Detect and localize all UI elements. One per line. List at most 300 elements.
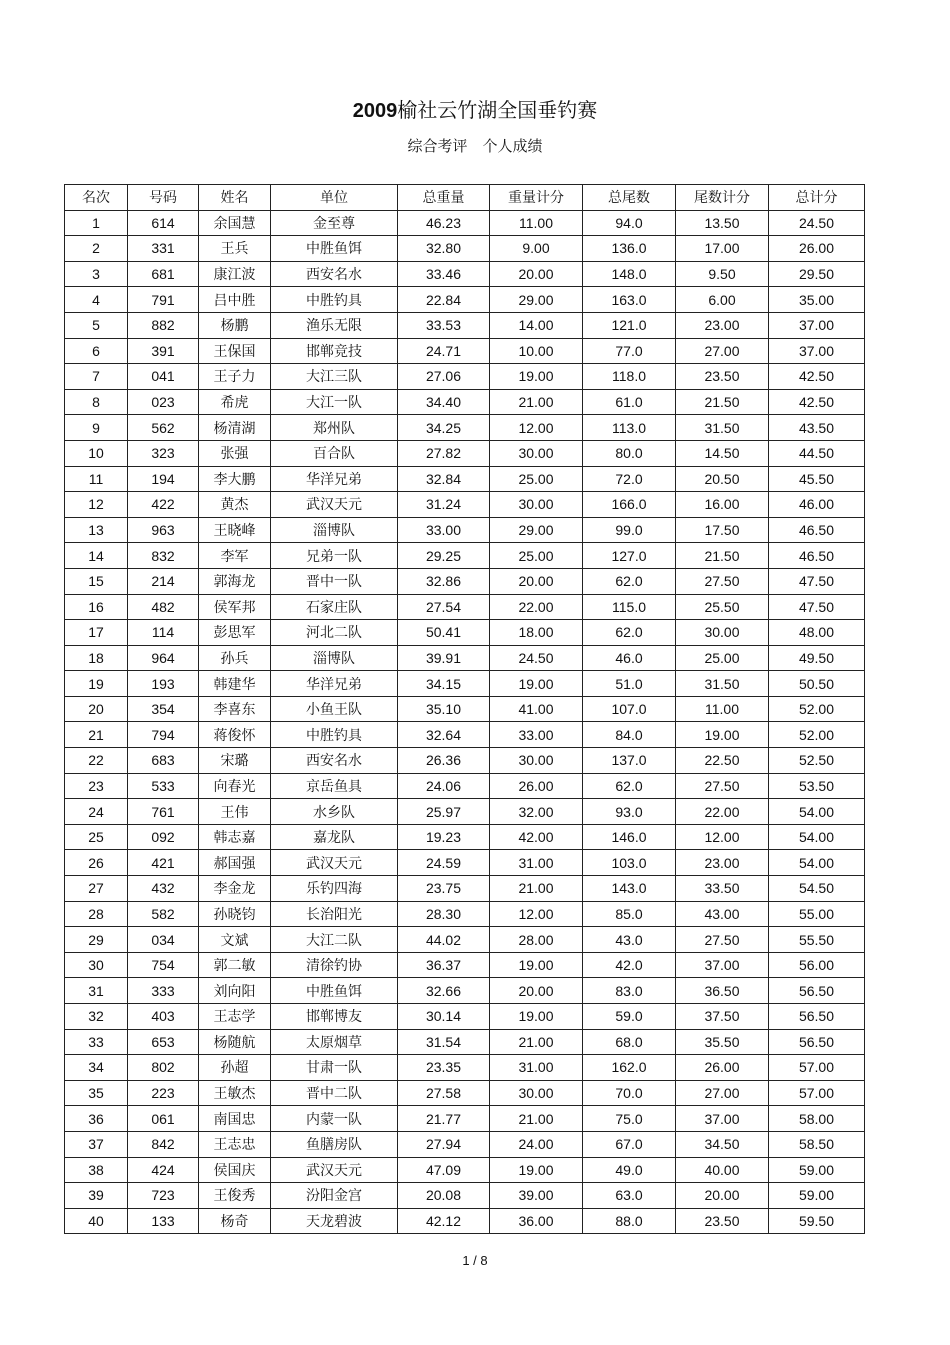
cell-total-count: 163.0 [583, 287, 676, 313]
cell-weight-score: 11.00 [490, 210, 583, 236]
cell-total-weight: 42.12 [398, 1208, 490, 1234]
cell-total-score: 26.00 [769, 236, 865, 262]
cell-number: 842 [128, 1131, 199, 1157]
cell-number: 041 [128, 364, 199, 390]
cell-number: 133 [128, 1208, 199, 1234]
cell-unit: 长治阳光 [271, 901, 398, 927]
cell-number: 391 [128, 338, 199, 364]
cell-name: 黄杰 [199, 492, 271, 518]
cell-name: 李军 [199, 543, 271, 569]
cell-total-score: 54.00 [769, 824, 865, 850]
table-row [65, 901, 865, 927]
cell-rank: 13 [65, 517, 128, 543]
cell-name: 王晓峰 [199, 517, 271, 543]
cell-count-score: 20.00 [676, 1183, 769, 1209]
cell-total-count: 51.0 [583, 671, 676, 697]
cell-total-score: 55.00 [769, 901, 865, 927]
table-row [65, 236, 865, 262]
cell-weight-score: 30.00 [490, 1080, 583, 1106]
cell-total-weight: 34.25 [398, 415, 490, 441]
table-row [65, 952, 865, 978]
cell-total-weight: 25.97 [398, 799, 490, 825]
cell-total-score: 49.50 [769, 645, 865, 671]
cell-name: 杨清湖 [199, 415, 271, 441]
cell-rank: 28 [65, 901, 128, 927]
cell-number: 034 [128, 927, 199, 953]
cell-weight-score: 25.00 [490, 466, 583, 492]
cell-unit: 武汉天元 [271, 492, 398, 518]
cell-name: 韩志嘉 [199, 824, 271, 850]
cell-count-score: 27.50 [676, 568, 769, 594]
cell-rank: 39 [65, 1183, 128, 1209]
cell-number: 424 [128, 1157, 199, 1183]
cell-rank: 5 [65, 312, 128, 338]
cell-total-weight: 33.00 [398, 517, 490, 543]
cell-count-score: 21.50 [676, 389, 769, 415]
cell-count-score: 17.50 [676, 517, 769, 543]
cell-name: 宋璐 [199, 748, 271, 774]
cell-name: 文斌 [199, 927, 271, 953]
table-row [65, 620, 865, 646]
cell-weight-score: 22.00 [490, 594, 583, 620]
cell-rank: 25 [65, 824, 128, 850]
cell-number: 422 [128, 492, 199, 518]
cell-weight-score: 29.00 [490, 517, 583, 543]
cell-total-count: 113.0 [583, 415, 676, 441]
cell-name: 吕中胜 [199, 287, 271, 313]
cell-number: 963 [128, 517, 199, 543]
cell-count-score: 25.50 [676, 594, 769, 620]
cell-count-score: 6.00 [676, 287, 769, 313]
table-row [65, 1208, 865, 1234]
cell-weight-score: 31.00 [490, 850, 583, 876]
cell-name: 张强 [199, 440, 271, 466]
cell-rank: 31 [65, 978, 128, 1004]
table-row [65, 1106, 865, 1132]
cell-total-weight: 32.84 [398, 466, 490, 492]
cell-count-score: 23.50 [676, 364, 769, 390]
cell-total-weight: 34.15 [398, 671, 490, 697]
cell-count-score: 19.00 [676, 722, 769, 748]
cell-total-weight: 32.64 [398, 722, 490, 748]
cell-total-score: 47.50 [769, 594, 865, 620]
cell-name: 蒋俊怀 [199, 722, 271, 748]
cell-total-weight: 39.91 [398, 645, 490, 671]
table-row [65, 748, 865, 774]
cell-count-score: 37.00 [676, 952, 769, 978]
cell-weight-score: 39.00 [490, 1183, 583, 1209]
table-row [65, 1131, 865, 1157]
cell-weight-score: 36.00 [490, 1208, 583, 1234]
table-row [65, 466, 865, 492]
cell-rank: 24 [65, 799, 128, 825]
cell-unit: 邯郸博友 [271, 1004, 398, 1030]
table-row [65, 1080, 865, 1106]
cell-unit: 邯郸竞技 [271, 338, 398, 364]
cell-name: 王志忠 [199, 1131, 271, 1157]
cell-total-weight: 32.86 [398, 568, 490, 594]
cell-weight-score: 30.00 [490, 492, 583, 518]
cell-weight-score: 24.00 [490, 1131, 583, 1157]
cell-number: 533 [128, 773, 199, 799]
cell-weight-score: 31.00 [490, 1055, 583, 1081]
cell-total-count: 115.0 [583, 594, 676, 620]
cell-count-score: 37.00 [676, 1106, 769, 1132]
cell-total-weight: 24.06 [398, 773, 490, 799]
cell-total-score: 52.00 [769, 722, 865, 748]
cell-total-count: 59.0 [583, 1004, 676, 1030]
cell-count-score: 17.00 [676, 236, 769, 262]
cell-total-count: 99.0 [583, 517, 676, 543]
cell-total-count: 137.0 [583, 748, 676, 774]
cell-total-score: 45.50 [769, 466, 865, 492]
table-row [65, 287, 865, 313]
table-row [65, 389, 865, 415]
table-row [65, 543, 865, 569]
cell-rank: 35 [65, 1080, 128, 1106]
cell-count-score: 36.50 [676, 978, 769, 1004]
cell-number: 754 [128, 952, 199, 978]
cell-total-score: 59.50 [769, 1208, 865, 1234]
cell-rank: 36 [65, 1106, 128, 1132]
header-weight-score: 重量计分 [490, 185, 583, 211]
cell-total-count: 72.0 [583, 466, 676, 492]
cell-weight-score: 20.00 [490, 978, 583, 1004]
cell-weight-score: 19.00 [490, 1004, 583, 1030]
cell-rank: 1 [65, 210, 128, 236]
cell-total-weight: 27.94 [398, 1131, 490, 1157]
cell-name: 李喜东 [199, 696, 271, 722]
cell-total-count: 62.0 [583, 620, 676, 646]
header-unit: 单位 [271, 185, 398, 211]
cell-total-count: 63.0 [583, 1183, 676, 1209]
cell-total-score: 56.00 [769, 952, 865, 978]
cell-weight-score: 21.00 [490, 1106, 583, 1132]
cell-total-weight: 32.80 [398, 236, 490, 262]
cell-number: 223 [128, 1080, 199, 1106]
cell-number: 432 [128, 876, 199, 902]
cell-number: 681 [128, 261, 199, 287]
cell-unit: 晋中一队 [271, 568, 398, 594]
table-row [65, 261, 865, 287]
cell-number: 061 [128, 1106, 199, 1132]
cell-number: 214 [128, 568, 199, 594]
table-row [65, 722, 865, 748]
header-count-score: 尾数计分 [676, 185, 769, 211]
cell-weight-score: 19.00 [490, 671, 583, 697]
cell-unit: 中胜鱼饵 [271, 978, 398, 1004]
cell-rank: 15 [65, 568, 128, 594]
cell-count-score: 13.50 [676, 210, 769, 236]
cell-total-weight: 31.24 [398, 492, 490, 518]
cell-rank: 9 [65, 415, 128, 441]
cell-name: 孙晓钧 [199, 901, 271, 927]
results-table [64, 184, 865, 1234]
page-subtitle: 综合考评 个人成绩 [407, 137, 543, 155]
cell-total-count: 67.0 [583, 1131, 676, 1157]
cell-unit: 中胜钓具 [271, 287, 398, 313]
cell-number: 761 [128, 799, 199, 825]
cell-name: 王志学 [199, 1004, 271, 1030]
cell-unit: 天龙碧波 [271, 1208, 398, 1234]
cell-rank: 14 [65, 543, 128, 569]
cell-count-score: 27.50 [676, 927, 769, 953]
cell-total-count: 136.0 [583, 236, 676, 262]
cell-name: 王敏杰 [199, 1080, 271, 1106]
cell-total-count: 70.0 [583, 1080, 676, 1106]
cell-unit: 渔乐无限 [271, 312, 398, 338]
cell-rank: 23 [65, 773, 128, 799]
cell-name: 王兵 [199, 236, 271, 262]
cell-count-score: 23.50 [676, 1208, 769, 1234]
cell-weight-score: 32.00 [490, 799, 583, 825]
cell-name: 杨鹏 [199, 312, 271, 338]
cell-number: 683 [128, 748, 199, 774]
cell-total-score: 42.50 [769, 364, 865, 390]
cell-unit: 鱼膳房队 [271, 1131, 398, 1157]
table-row [65, 210, 865, 236]
cell-weight-score: 29.00 [490, 287, 583, 313]
cell-total-score: 56.50 [769, 978, 865, 1004]
cell-rank: 10 [65, 440, 128, 466]
cell-weight-score: 30.00 [490, 440, 583, 466]
cell-weight-score: 33.00 [490, 722, 583, 748]
cell-total-count: 68.0 [583, 1029, 676, 1055]
cell-name: 王子力 [199, 364, 271, 390]
cell-total-count: 146.0 [583, 824, 676, 850]
cell-rank: 20 [65, 696, 128, 722]
table-row [65, 978, 865, 1004]
cell-weight-score: 21.00 [490, 1029, 583, 1055]
cell-total-count: 162.0 [583, 1055, 676, 1081]
cell-rank: 32 [65, 1004, 128, 1030]
cell-total-count: 46.0 [583, 645, 676, 671]
cell-name: 南国忠 [199, 1106, 271, 1132]
cell-total-score: 55.50 [769, 927, 865, 953]
cell-unit: 西安名水 [271, 748, 398, 774]
cell-count-score: 37.50 [676, 1004, 769, 1030]
cell-rank: 18 [65, 645, 128, 671]
cell-total-count: 75.0 [583, 1106, 676, 1132]
cell-total-count: 148.0 [583, 261, 676, 287]
cell-number: 653 [128, 1029, 199, 1055]
cell-number: 323 [128, 440, 199, 466]
cell-rank: 29 [65, 927, 128, 953]
cell-rank: 8 [65, 389, 128, 415]
cell-total-weight: 27.58 [398, 1080, 490, 1106]
table-row [65, 440, 865, 466]
table-row [65, 1029, 865, 1055]
cell-name: 王伟 [199, 799, 271, 825]
cell-total-count: 166.0 [583, 492, 676, 518]
cell-number: 354 [128, 696, 199, 722]
cell-rank: 21 [65, 722, 128, 748]
cell-total-count: 93.0 [583, 799, 676, 825]
cell-count-score: 30.00 [676, 620, 769, 646]
cell-total-count: 127.0 [583, 543, 676, 569]
cell-number: 333 [128, 978, 199, 1004]
table-row [65, 671, 865, 697]
cell-total-count: 118.0 [583, 364, 676, 390]
cell-unit: 嘉龙队 [271, 824, 398, 850]
cell-name: 侯国庆 [199, 1157, 271, 1183]
cell-unit: 晋中二队 [271, 1080, 398, 1106]
cell-total-weight: 27.82 [398, 440, 490, 466]
cell-rank: 30 [65, 952, 128, 978]
cell-unit: 乐钓四海 [271, 876, 398, 902]
table-row [65, 312, 865, 338]
page-number: 1 / 8 [462, 1253, 488, 1268]
cell-rank: 26 [65, 850, 128, 876]
cell-total-weight: 32.66 [398, 978, 490, 1004]
cell-total-weight: 23.75 [398, 876, 490, 902]
cell-total-count: 103.0 [583, 850, 676, 876]
cell-rank: 17 [65, 620, 128, 646]
table-row [65, 594, 865, 620]
cell-unit: 百合队 [271, 440, 398, 466]
cell-total-score: 54.50 [769, 876, 865, 902]
cell-total-count: 88.0 [583, 1208, 676, 1234]
cell-name: 郝国强 [199, 850, 271, 876]
cell-total-count: 83.0 [583, 978, 676, 1004]
cell-unit: 淄博队 [271, 645, 398, 671]
cell-total-score: 59.00 [769, 1157, 865, 1183]
cell-count-score: 9.50 [676, 261, 769, 287]
cell-weight-score: 25.00 [490, 543, 583, 569]
cell-weight-score: 12.00 [490, 415, 583, 441]
table-row [65, 773, 865, 799]
cell-total-weight: 36.37 [398, 952, 490, 978]
cell-total-weight: 47.09 [398, 1157, 490, 1183]
table-row [65, 1157, 865, 1183]
cell-unit: 甘肃一队 [271, 1055, 398, 1081]
cell-number: 832 [128, 543, 199, 569]
cell-weight-score: 18.00 [490, 620, 583, 646]
header-total-weight: 总重量 [398, 185, 490, 211]
cell-count-score: 12.00 [676, 824, 769, 850]
cell-rank: 19 [65, 671, 128, 697]
cell-count-score: 20.50 [676, 466, 769, 492]
cell-rank: 3 [65, 261, 128, 287]
cell-unit: 华洋兄弟 [271, 671, 398, 697]
cell-count-score: 43.00 [676, 901, 769, 927]
cell-unit: 武汉天元 [271, 850, 398, 876]
cell-total-count: 43.0 [583, 927, 676, 953]
cell-name: 郭二敏 [199, 952, 271, 978]
cell-total-weight: 26.36 [398, 748, 490, 774]
table-row [65, 415, 865, 441]
cell-total-weight: 21.77 [398, 1106, 490, 1132]
cell-total-score: 47.50 [769, 568, 865, 594]
cell-count-score: 31.50 [676, 415, 769, 441]
cell-unit: 内蒙一队 [271, 1106, 398, 1132]
cell-weight-score: 26.00 [490, 773, 583, 799]
table-row [65, 696, 865, 722]
cell-name: 侯军邦 [199, 594, 271, 620]
cell-unit: 清徐钓协 [271, 952, 398, 978]
cell-total-weight: 27.54 [398, 594, 490, 620]
cell-total-weight: 19.23 [398, 824, 490, 850]
cell-total-score: 37.00 [769, 338, 865, 364]
cell-total-count: 85.0 [583, 901, 676, 927]
cell-rank: 12 [65, 492, 128, 518]
cell-total-weight: 29.25 [398, 543, 490, 569]
cell-total-count: 49.0 [583, 1157, 676, 1183]
cell-rank: 6 [65, 338, 128, 364]
cell-count-score: 31.50 [676, 671, 769, 697]
table-row [65, 927, 865, 953]
cell-rank: 27 [65, 876, 128, 902]
table-row [65, 364, 865, 390]
cell-count-score: 11.00 [676, 696, 769, 722]
cell-rank: 16 [65, 594, 128, 620]
cell-total-score: 46.50 [769, 517, 865, 543]
table-row [65, 338, 865, 364]
cell-unit: 京岳鱼具 [271, 773, 398, 799]
header-total-count: 总尾数 [583, 185, 676, 211]
cell-total-score: 54.00 [769, 850, 865, 876]
cell-total-score: 46.00 [769, 492, 865, 518]
cell-unit: 水乡队 [271, 799, 398, 825]
cell-name: 余国慧 [199, 210, 271, 236]
cell-total-count: 80.0 [583, 440, 676, 466]
cell-total-weight: 33.46 [398, 261, 490, 287]
table-row [65, 799, 865, 825]
cell-count-score: 22.00 [676, 799, 769, 825]
cell-name: 韩建华 [199, 671, 271, 697]
cell-count-score: 34.50 [676, 1131, 769, 1157]
cell-rank: 7 [65, 364, 128, 390]
cell-name: 李大鹏 [199, 466, 271, 492]
cell-total-score: 37.00 [769, 312, 865, 338]
cell-unit: 华洋兄弟 [271, 466, 398, 492]
cell-unit: 大江三队 [271, 364, 398, 390]
header-total-score: 总计分 [769, 185, 865, 211]
cell-count-score: 23.00 [676, 312, 769, 338]
cell-name: 彭思军 [199, 620, 271, 646]
cell-count-score: 27.00 [676, 1080, 769, 1106]
cell-number: 023 [128, 389, 199, 415]
table-row [65, 568, 865, 594]
cell-total-score: 42.50 [769, 389, 865, 415]
cell-total-weight: 28.30 [398, 901, 490, 927]
cell-number: 802 [128, 1055, 199, 1081]
cell-total-score: 57.00 [769, 1080, 865, 1106]
cell-count-score: 33.50 [676, 876, 769, 902]
cell-name: 王俊秀 [199, 1183, 271, 1209]
cell-total-weight: 23.35 [398, 1055, 490, 1081]
table-body [65, 210, 865, 1234]
cell-name: 杨随航 [199, 1029, 271, 1055]
cell-rank: 33 [65, 1029, 128, 1055]
cell-number: 794 [128, 722, 199, 748]
title-text: 榆社云竹湖全国垂钓赛 [397, 98, 598, 122]
cell-count-score: 16.00 [676, 492, 769, 518]
cell-unit: 金至尊 [271, 210, 398, 236]
cell-name: 孙兵 [199, 645, 271, 671]
cell-total-count: 42.0 [583, 952, 676, 978]
cell-unit: 西安名水 [271, 261, 398, 287]
cell-total-score: 58.50 [769, 1131, 865, 1157]
cell-total-score: 48.00 [769, 620, 865, 646]
cell-weight-score: 21.00 [490, 876, 583, 902]
cell-count-score: 40.00 [676, 1157, 769, 1183]
cell-total-count: 77.0 [583, 338, 676, 364]
cell-number: 092 [128, 824, 199, 850]
cell-total-weight: 22.84 [398, 287, 490, 313]
cell-total-weight: 50.41 [398, 620, 490, 646]
cell-name: 刘向阳 [199, 978, 271, 1004]
